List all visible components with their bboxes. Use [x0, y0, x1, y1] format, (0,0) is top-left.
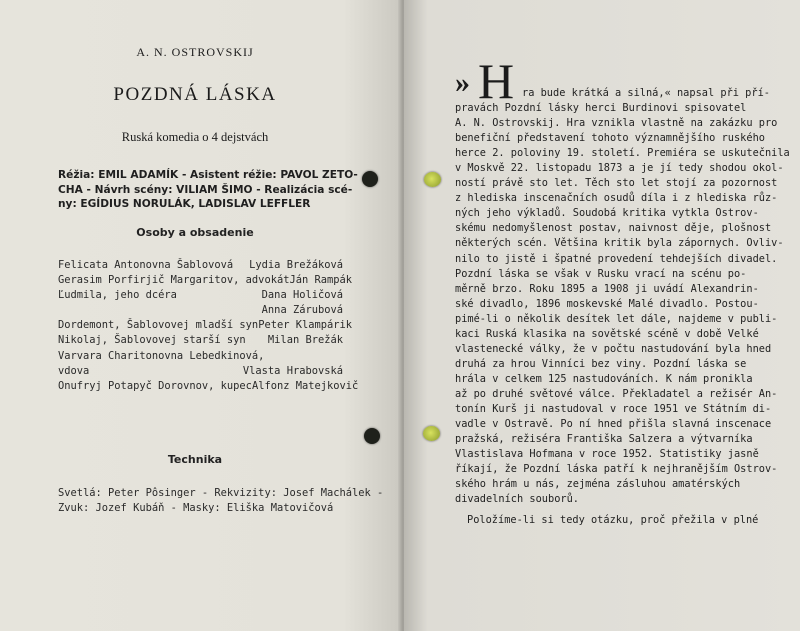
text-line: říkají, že Pozdní láska patří k nejhranějším Ostrov- — [455, 463, 778, 476]
cast-role: Ľudmila, jeho dcéra — [58, 289, 177, 302]
cast-actor: Lydia Brežáková — [249, 259, 343, 271]
text-line: až po druhé světové válce. Překladatel a režisér An- — [455, 387, 778, 400]
play-subtitle: Ruská komedia o 4 dejstvách — [121, 130, 269, 144]
cast-row — [58, 303, 343, 318]
cast-role: Felicata Antonovna Šablovová — [58, 259, 234, 271]
cast-list — [58, 258, 359, 394]
binding-hole — [362, 171, 378, 187]
text-line: vadle v Ostravě. Po ní hned přišla slavná inscenace — [455, 418, 772, 431]
cast-actor: Vlasta Hrabovská — [242, 364, 343, 377]
text-line: ných jeho výkladů. Soudobá kritika vytkla Ostrov- — [455, 207, 759, 220]
text-line: druhá za hrou Vinníci bez viny. Pozdní láska se — [455, 357, 747, 370]
text-line: ského hrám u nás, zejména zásluhou amatérských — [455, 478, 741, 491]
cast-row — [58, 333, 343, 348]
tech-line: Zvuk: Jozef Kubáň - Masky: Eliška Matovičová — [58, 501, 334, 514]
cast-row — [58, 379, 359, 394]
credits-block — [58, 168, 358, 212]
drop-cap: H — [478, 53, 515, 109]
text-line: tonín Kurš ji nastudoval v roce 1951 ve Státním di- — [455, 402, 772, 415]
binding-hole — [364, 428, 380, 444]
text-line: vlastenecké války, že v počtu nastudování byla hned — [455, 342, 772, 355]
play-title: POZDNÁ LÁSKA — [113, 84, 277, 105]
cast-row — [58, 273, 353, 288]
credits-line: Réžia: EMIL ADAMÍK - Asistent réžie: PAVOL ZETO- — [58, 169, 358, 181]
cast-actor: Dana Holičová — [261, 289, 343, 302]
binding-hole — [424, 172, 441, 187]
text-line: z hlediska inscenačních osudů díla i z hlediska růz- — [455, 192, 778, 205]
text-line: ra bude krátká a silná,« napsal při pří- — [522, 87, 770, 99]
binding-hole — [423, 426, 440, 441]
cast-heading: Osoby a obsadenie — [136, 226, 254, 239]
tech-block — [58, 486, 384, 515]
text-line: nilo to jistě i špatné provedení tehdejších divadel. — [455, 252, 778, 265]
cast-row — [58, 364, 343, 379]
cast-row — [58, 258, 343, 273]
tech-heading: Technika — [167, 453, 223, 466]
credits-line: ny: EGÍDIUS NORULÁK, LADISLAV LEFFLER — [58, 198, 311, 210]
text-line: pravách Pozdní lásky herci Burdinovi spisovatel — [455, 102, 747, 115]
text-line: kaci Ruská klasika na sovětské scéně v době Velké — [455, 327, 759, 340]
text-line: některých scén. Většina kritik byla zápornych. Ovliv- — [455, 237, 784, 250]
credits-line: CHA - Návrh scény: VILIAM ŠIMO - Realizácia scé- — [58, 183, 353, 196]
text-line: A. N. Ostrovskij. Hra vznikla vlastně na zakázku pro — [455, 117, 778, 130]
text-line: ností právě sto let. Těch sto let stojí za pozornost — [455, 177, 778, 190]
author: A. N. OSTROVSKIJ — [136, 45, 254, 59]
cast-role: Dordemont, Šablovovej mladší syn — [58, 319, 259, 332]
cast-role: Onufryj Potapyč Dorovnov, kupec — [58, 379, 252, 392]
cast-row — [58, 318, 353, 333]
cast-role: Gerasim Porfirjič Margaritov, advokát — [58, 274, 290, 287]
text-line: Vlastislava Hofmana v roce 1952. Statistiky jasně — [455, 448, 759, 461]
text-line: skému nedomyšlenost postav, naivnost děje, plošnost — [455, 222, 772, 235]
text-line: benefiční představení tohoto významnějšího ruského — [455, 132, 765, 145]
cast-row — [58, 288, 343, 303]
text-line: v Moskvě 22. listopadu 1873 a je jí tedy shodou okol- — [455, 162, 784, 175]
cast-role: vdova — [58, 364, 90, 377]
cast-actor: Anna Zárubová — [261, 304, 343, 317]
text-line: pražská, režiséra Františka Salzera a výtvarníka — [455, 433, 753, 446]
text-line: hrála v celkem 125 nastudováních. K nám pronikla — [455, 372, 753, 385]
cast-role: Nikolaj, Šablovovej starší syn — [58, 334, 246, 347]
text-line: ské divadlo, 1896 moskevské Malé divadlo. Postou- — [455, 297, 759, 310]
cast-role: Varvara Charitonovna Lebedkinová, — [58, 349, 265, 362]
cast-actor: Ján Rampák — [289, 274, 353, 287]
text-line: měrně brzo. Roku 1895 a 1908 ji uvádí Alexandrin- — [455, 282, 759, 295]
text-line: pimé-li o několik desítek let dále, najdeme v publi- — [455, 312, 778, 325]
cast-actor: Peter Klampárik — [258, 319, 353, 332]
text-line: herce 2. poloviny 19. století. Premiéra se uskutečnila — [455, 147, 790, 160]
text-line: Pozdní láska se však v Rusku vrací na scénu po- — [455, 267, 747, 280]
cast-row — [58, 349, 343, 364]
cast-actor: Alfonz Matejkovič — [251, 379, 359, 392]
opening-quote-mark: » — [455, 66, 470, 99]
cast-actor: Milan Brežák — [267, 334, 343, 347]
tech-line: Svetlá: Peter Pôsinger - Rekvizity: Josef Machálek - — [58, 487, 384, 499]
text-line-last: Položíme-li si tedy otázku, proč přežila v plné — [467, 514, 759, 527]
article-body — [455, 86, 790, 528]
text-line: divadelních souborů. — [455, 493, 579, 506]
